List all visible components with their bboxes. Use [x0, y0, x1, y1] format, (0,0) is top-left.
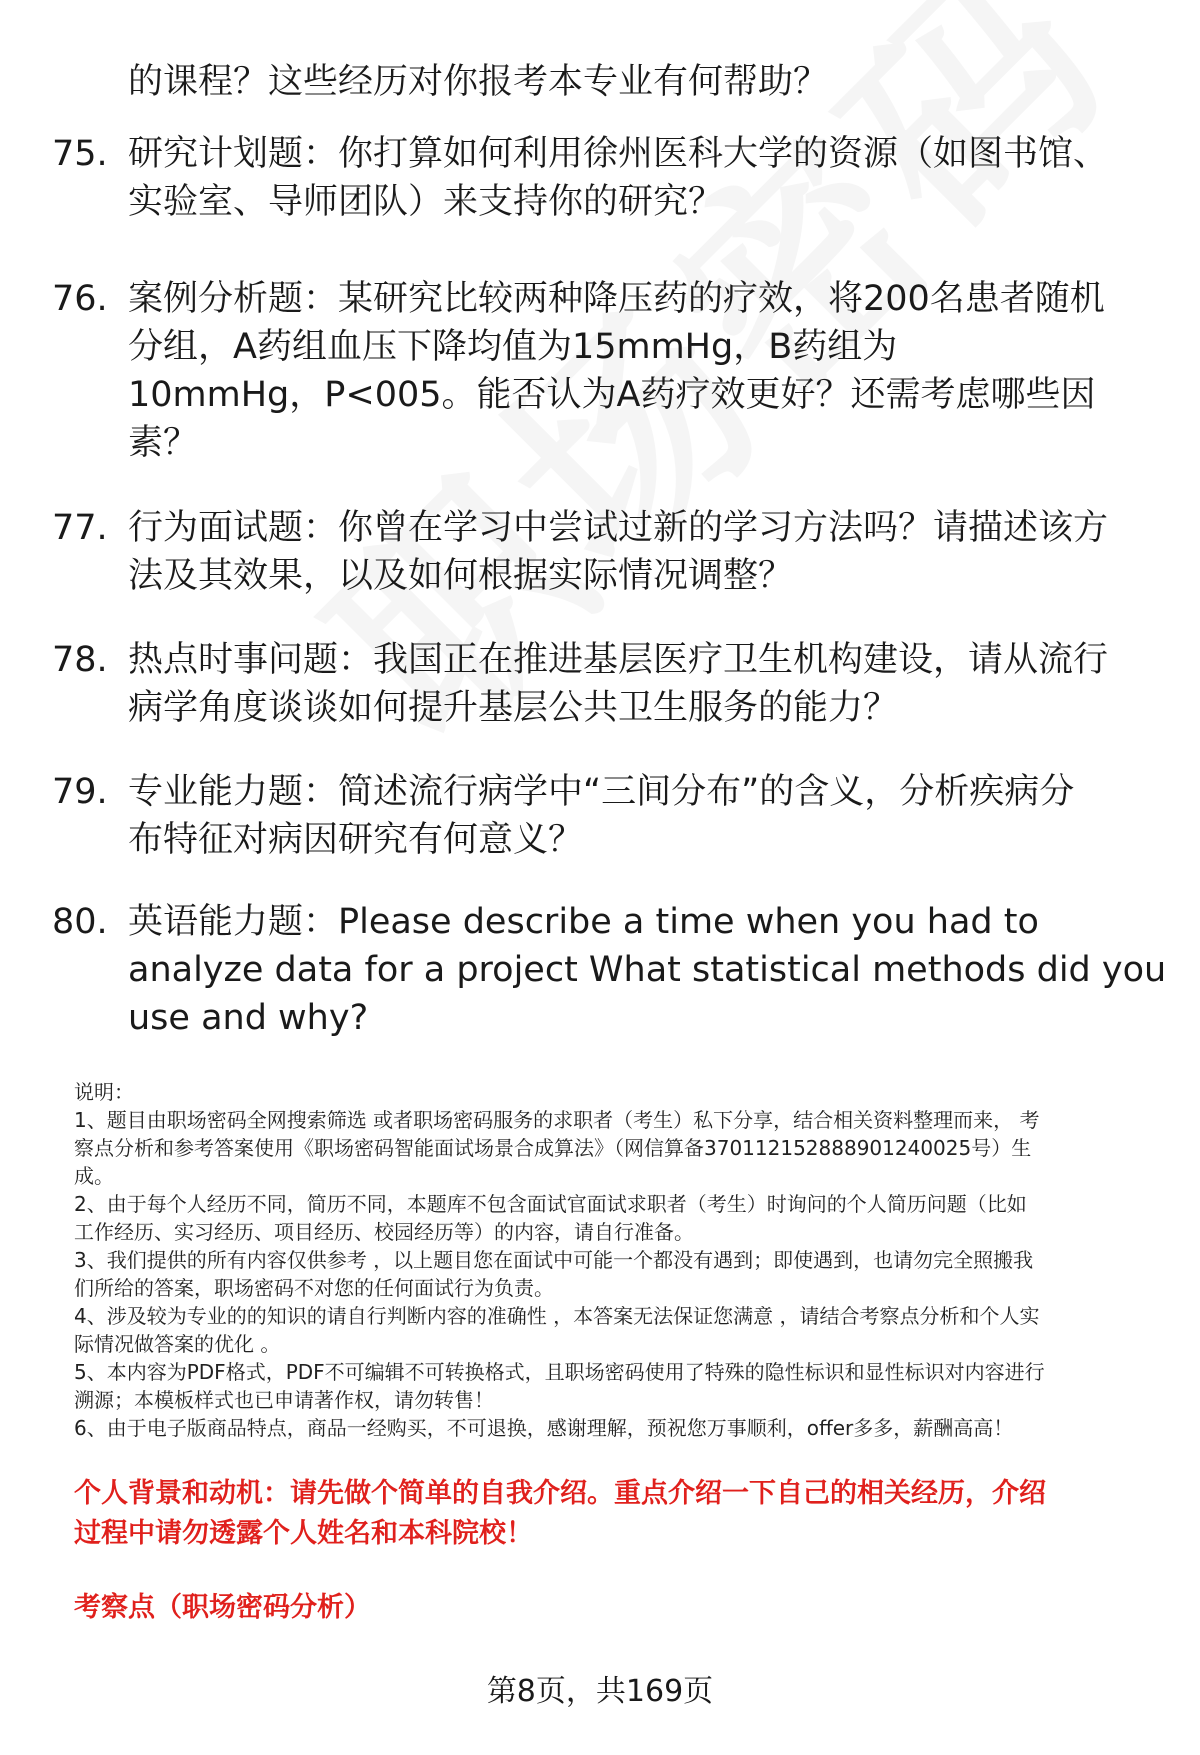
question-text: [128, 504, 1200, 600]
notes-line: 5、本内容为PDF格式，PDF不可编辑不可转换格式，且职场密码使用了特殊的隐性标识和显性标识对内容进行: [74, 1360, 1045, 1384]
question-line: 布特征对病因研究有何意义？: [128, 820, 584, 860]
question-line: analyze data for a project What statistical methods did you: [128, 950, 1167, 990]
notes-line: 际情况做答案的优化 。: [74, 1332, 281, 1356]
exam-point-heading: [74, 1588, 1154, 1628]
question-line: 分组，A药组血压下降均值为15mmHg，B药组为: [128, 327, 898, 367]
question-line: 专业能力题：简述流行病学中“三间分布”的含义，分析疾病分: [128, 772, 1075, 812]
question-item: [52, 636, 1152, 732]
question-item: [52, 898, 1167, 1042]
question-text: [128, 275, 1200, 467]
notes-line: 3、我们提供的所有内容仅供参考 ，以上题目您在面试中可能一个都没有遇到；即使遇到，也请勿完全照搬我: [74, 1248, 1034, 1272]
section-heading-self-intro: [74, 1474, 1154, 1554]
page-footer: 第8页，共169页: [486, 1674, 714, 1709]
notes-line: 6、由于电子版商品特点，商品一经购买，不可退换，感谢理解，预祝您万事顺利，offer多多，薪酬高高！: [74, 1416, 1014, 1440]
question-line: 行为面试题：你曾在学习中尝试过新的学习方法吗？请描述该方: [128, 508, 1109, 548]
notes-line: 2、由于每个人经历不同，简历不同，本题库不包含面试官面试求职者（考生）时询问的个人简历问题（比如: [74, 1192, 1027, 1216]
notes-line: 察点分析和参考答案使用《职场密码智能面试场景合成算法》（网信算备370112152888901240025号）生: [74, 1136, 1032, 1160]
question-number: 78.: [52, 640, 108, 680]
question-number: 80.: [52, 902, 108, 942]
question-item: [52, 275, 1152, 467]
question-line: use and why?: [128, 998, 369, 1038]
heading-line: 考察点（职场密码分析）: [74, 1592, 371, 1623]
question-line: 热点时事问题：我国正在推进基层医疗卫生机构建设，请从流行: [128, 640, 1109, 680]
question-item: [52, 768, 1152, 864]
question-text: [128, 768, 1200, 864]
notes-line: 4、涉及较为专业的的知识的请自行判断内容的准确性 ，本答案无法保证您满意 ，请结合考察点分析和个人实: [74, 1304, 1040, 1328]
notes-line: 们所给的答案，职场密码不对您的任何面试行为负责。: [74, 1276, 554, 1300]
question-item: [52, 130, 1152, 226]
question-number: 76.: [52, 279, 108, 319]
question-line: 研究计划题：你打算如何利用徐州医科大学的资源（如图书馆、: [128, 134, 1109, 174]
question-line: 实验室、导师团队）来支持你的研究？: [128, 182, 724, 222]
notes-line: 工作经历、实习经历、项目经历、校园经历等）的内容，请自行准备。: [74, 1220, 694, 1244]
notes-line: 溯源；本模板样式也已申请著作权，请勿转售！: [74, 1388, 494, 1412]
question-line: 病学角度谈谈如何提升基层公共卫生服务的能力？: [128, 688, 899, 728]
continued-question-text: 的课程？这些经历对你报考本专业有何帮助？: [128, 62, 829, 102]
question-number: 77.: [52, 508, 108, 548]
notes-line: 1、题目由职场密码全网搜索筛选 或者职场密码服务的求职者（考生）私下分享，结合相关资料整理而来， 考: [74, 1108, 1040, 1132]
question-number: 75.: [52, 134, 108, 174]
question-item: [52, 504, 1152, 600]
question-line: 案例分析题：某研究比较两种降压药的疗效，将200名患者随机: [128, 279, 1105, 319]
question-line: 英语能力题：Please describe a time when you had to: [128, 902, 1039, 942]
disclaimer-notes: [74, 1078, 1154, 1442]
heading-line: 过程中请勿透露个人姓名和本科院校！: [74, 1518, 533, 1549]
notes-title: 说明：: [74, 1080, 134, 1104]
notes-line: 成。: [74, 1164, 114, 1188]
heading-line: 个人背景和动机：请先做个简单的自我介绍。重点介绍一下自己的相关经历，介绍: [74, 1478, 1046, 1509]
question-text: [128, 130, 1200, 226]
question-text: [128, 898, 1200, 1042]
question-line: 法及其效果，以及如何根据实际情况调整？: [128, 556, 794, 596]
question-number: 79.: [52, 772, 108, 812]
question-text: [128, 636, 1200, 732]
question-line: 10mmHg，P<005。能否认为A药疗效更好？还需考虑哪些因: [128, 375, 1096, 415]
question-line: 素？: [128, 423, 199, 463]
